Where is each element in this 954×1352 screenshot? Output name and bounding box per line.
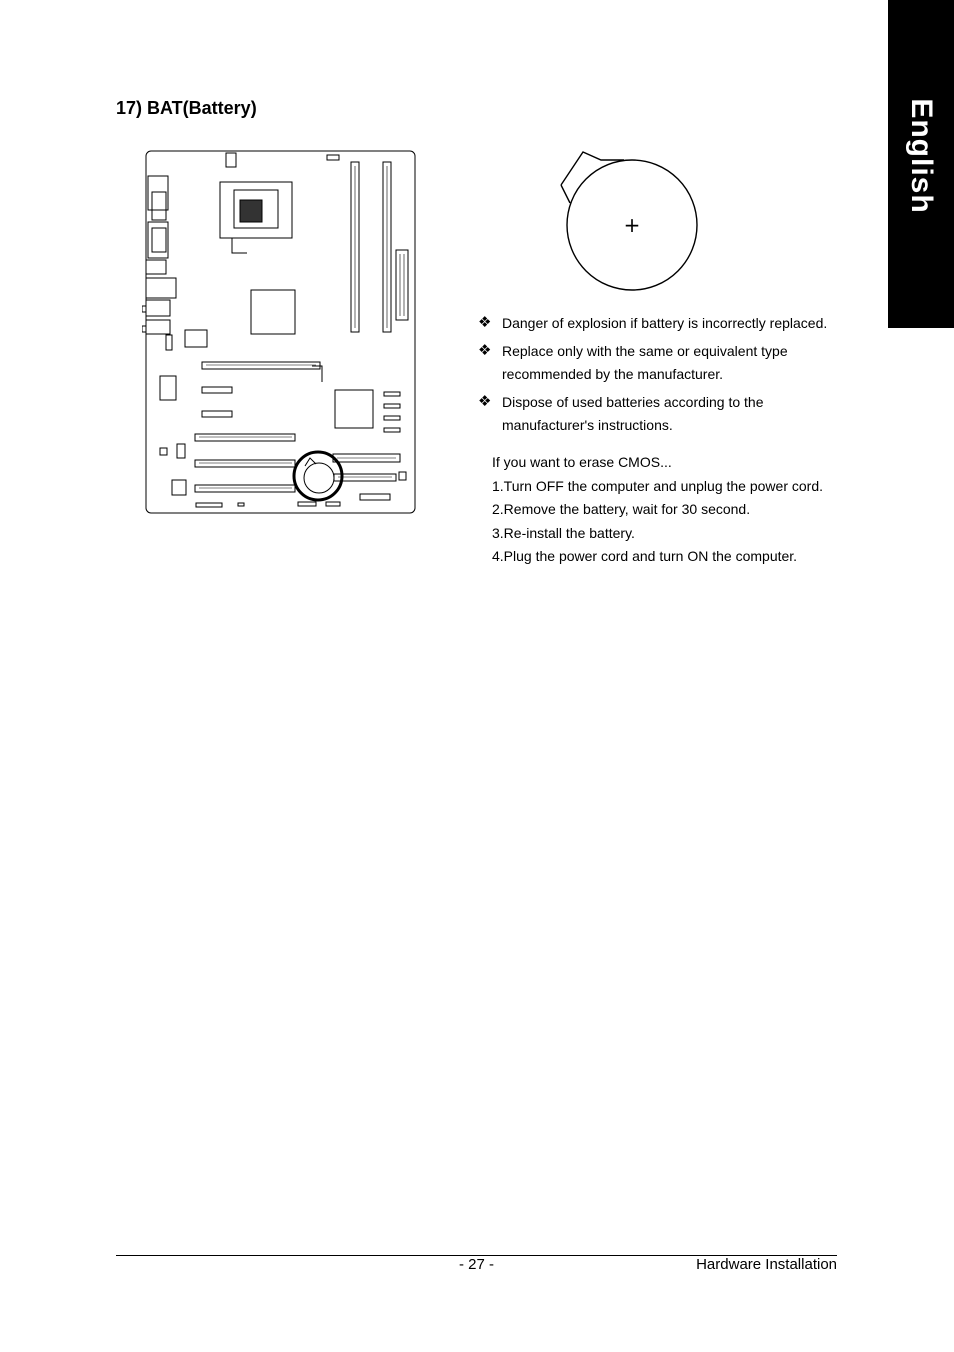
battery-diagram — [552, 148, 712, 298]
cmos-step: 3.Re-install the battery. — [492, 524, 635, 541]
cmos-step: 2.Remove the battery, wait for 30 second. — [492, 501, 751, 518]
warning-text: Dispose of used batteries according to the manufacturer's instructions. — [502, 394, 764, 433]
warning-text: Danger of explosion if battery is incorrectly replaced. — [502, 315, 828, 331]
cmos-step: 1.Turn OFF the computer and unplug the power cord. — [492, 477, 823, 494]
language-tab-label: English — [905, 98, 938, 214]
bullet-icon: ❖ — [478, 342, 492, 359]
footer-section-name: Hardware Installation — [696, 1256, 837, 1273]
cmos-intro: If you want to erase CMOS... — [492, 454, 672, 470]
bullet-icon: ❖ — [478, 393, 492, 410]
section-title: 17) BAT(Battery) — [116, 98, 257, 118]
warning-item — [478, 312, 848, 335]
polarity-symbol: + — [623, 213, 641, 237]
motherboard-diagram — [142, 148, 418, 516]
cmos-step: 4.Plug the power cord and turn ON the computer. — [492, 548, 798, 565]
warning-item — [478, 340, 848, 386]
language-tab — [888, 0, 954, 328]
warning-item — [478, 391, 848, 437]
warning-text: Replace only with the same or equivalent type recommended by the manufacturer. — [502, 343, 788, 382]
page-number: - 27 - — [459, 1256, 495, 1273]
cmos-instructions — [492, 451, 823, 569]
warning-list — [478, 312, 848, 442]
bullet-icon: ❖ — [478, 314, 492, 331]
